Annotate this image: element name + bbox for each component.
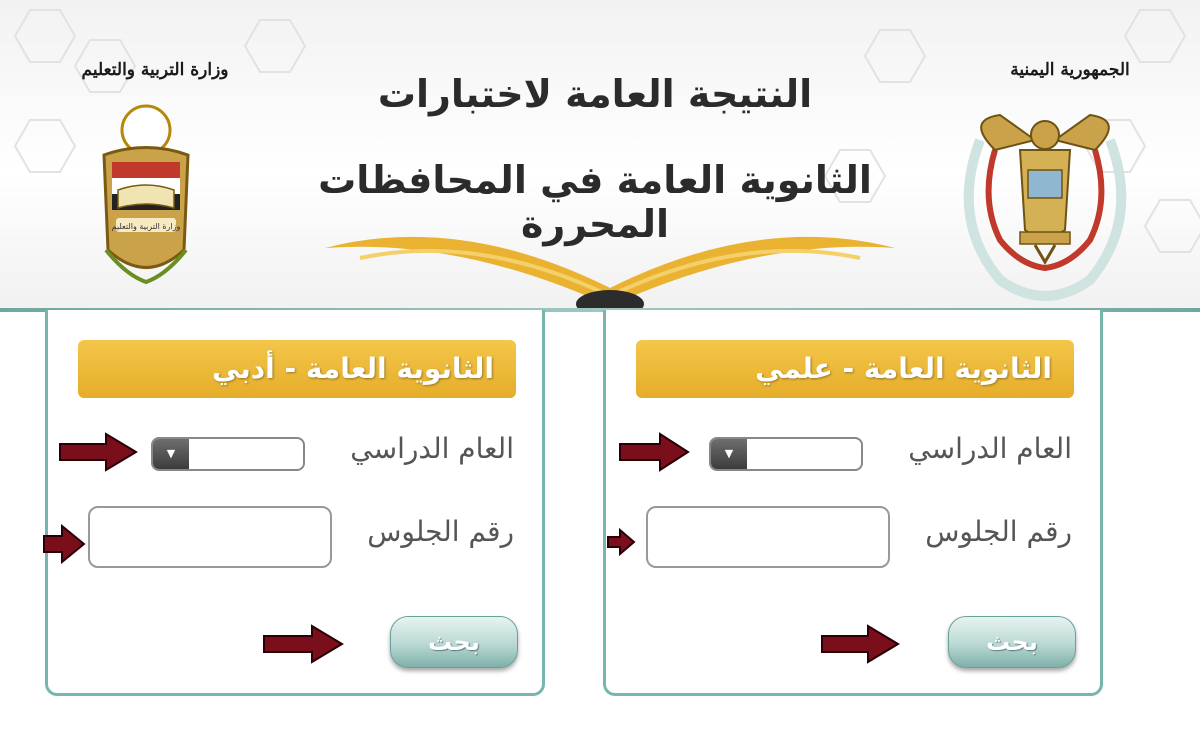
triangle-down-icon[interactable]: ▼ xyxy=(711,439,747,469)
right-arrow-icon xyxy=(58,432,138,472)
right-arrow-icon xyxy=(820,624,900,664)
logo-caption: وزارة التربية والتعليم xyxy=(111,222,181,231)
page-header xyxy=(0,0,1200,312)
academic-year-value xyxy=(753,439,855,469)
seat-number-input[interactable] xyxy=(88,506,332,568)
ministry-seal-logo xyxy=(96,100,196,290)
triangle-down-icon[interactable]: ▼ xyxy=(153,439,189,469)
seat-number-label: رقم الجلوس xyxy=(925,515,1072,548)
ministry-name: وزارة التربية والتعليم xyxy=(81,60,229,80)
yemen-eagle-emblem xyxy=(940,80,1150,310)
academic-year-select[interactable] xyxy=(151,437,305,471)
page-title-line2: الثانوية العامة في المحافظات المحررة xyxy=(318,158,872,246)
seat-number-label: رقم الجلوس xyxy=(367,515,514,548)
academic-year-value xyxy=(195,439,297,469)
page-title-line1: النتيجة العامة لاختبارات xyxy=(377,72,813,116)
search-button[interactable]: بحث xyxy=(948,616,1076,668)
right-arrow-icon xyxy=(42,524,86,564)
scientific-form-title: الثانوية العامة - علمي xyxy=(636,340,1074,398)
open-book-decoration xyxy=(320,218,900,312)
academic-year-label: العام الدراسي xyxy=(350,432,514,465)
right-arrow-icon xyxy=(606,528,636,556)
right-arrow-icon xyxy=(262,624,344,664)
republic-name: الجمهورية اليمنية xyxy=(1010,60,1130,80)
academic-year-label: العام الدراسي xyxy=(908,432,1072,465)
seat-number-input[interactable] xyxy=(646,506,890,568)
academic-year-select[interactable] xyxy=(709,437,863,471)
right-arrow-icon xyxy=(618,432,690,472)
search-button[interactable]: بحث xyxy=(390,616,518,668)
literary-form-title: الثانوية العامة - أدبي xyxy=(78,340,516,398)
